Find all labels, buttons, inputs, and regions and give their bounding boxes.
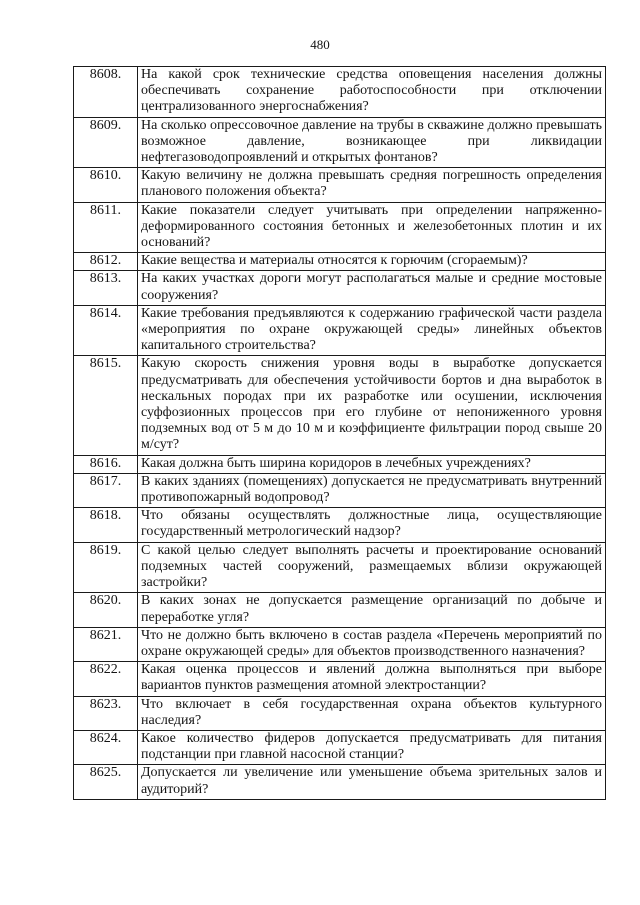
- question-text: Что обязаны осуществлять должностные лица, осуществляющие государственный метрологический надзор?: [138, 508, 606, 542]
- question-text: Какая должна быть ширина коридоров в лечебных учреждениях?: [138, 455, 606, 473]
- table-row: [74, 67, 606, 118]
- question-text: На каких участках дороги могут располагаться малые и средние мостовые сооружения?: [138, 271, 606, 305]
- question-text: На какой срок технические средства оповещения населения должны обеспечивать сохранение работоспособности при отключении централизованного энергоснабжения?: [138, 67, 606, 118]
- table-row: [74, 765, 606, 799]
- question-text: Какую скорость снижения уровня воды в выработке допускается предусматривать для обеспечения устойчивости бортов и дна выработок в нескальных породах при их разработке или осушении, исключения суффозионных процессов при его глубине от непониженного уровня подземных вод от 5 м до 10 м и коэффициенте фильтрации пород свыше 20 м/сут?: [138, 356, 606, 455]
- question-number: 8622.: [74, 662, 138, 696]
- question-text: Допускается ли увеличение или уменьшение объема зрительных залов и аудиторий?: [138, 765, 606, 799]
- question-text: На сколько опрессовочное давление на трубы в скважине должно превышать возможное давление, возникающее при ликвидации нефтегазоводопроявлений и открытых фонтанов?: [138, 117, 606, 168]
- table-row: [74, 696, 606, 730]
- page-number: 480: [310, 37, 330, 52]
- table-row: [74, 271, 606, 305]
- question-number: 8623.: [74, 696, 138, 730]
- table-row: [74, 730, 606, 764]
- question-text: Какую величину не должна превышать средняя погрешность определения планового положения объекта?: [138, 168, 606, 202]
- question-text: Что включает в себя государственная охрана объектов культурного наследия?: [138, 696, 606, 730]
- table-row: [74, 305, 606, 356]
- question-number: 8612.: [74, 253, 138, 271]
- question-number: 8619.: [74, 542, 138, 593]
- question-number: 8611.: [74, 202, 138, 253]
- questions-table-body: [74, 67, 606, 800]
- question-number: 8625.: [74, 765, 138, 799]
- table-row: [74, 202, 606, 253]
- table-row: [74, 455, 606, 473]
- question-text: Какое количество фидеров допускается предусматривать для питания подстанции при главной насосной станции?: [138, 730, 606, 764]
- question-number: 8624.: [74, 730, 138, 764]
- table-row: [74, 508, 606, 542]
- question-number: 8609.: [74, 117, 138, 168]
- table-row: [74, 117, 606, 168]
- table-row: [74, 473, 606, 507]
- question-text: Какая оценка процессов и явлений должна выполняться при выборе вариантов пунктов размещения атомной электростанции?: [138, 662, 606, 696]
- question-number: 8621.: [74, 627, 138, 661]
- question-number: 8608.: [74, 67, 138, 118]
- question-text: В каких зданиях (помещениях) допускается не предусматривать внутренний противопожарный водопровод?: [138, 473, 606, 507]
- question-text: С какой целью следует выполнять расчеты и проектирование оснований подземных частей сооружений, размещаемых вблизи окружающей застройки?: [138, 542, 606, 593]
- question-text: В каких зонах не допускается размещение организаций по добыче и переработке угля?: [138, 593, 606, 627]
- question-number: 8618.: [74, 508, 138, 542]
- question-text: Какие показатели следует учитывать при определении напряженно-деформированного состояния бетонных и железобетонных плотин и их оснований?: [138, 202, 606, 253]
- question-text: Что не должно быть включено в состав раздела «Перечень мероприятий по охране окружающей среды» для объектов производственного назначения?: [138, 627, 606, 661]
- question-number: 8610.: [74, 168, 138, 202]
- question-text: Какие требования предъявляются к содержанию графической части раздела «мероприятия по охране окружающей среды» линейных объектов капитального строительства?: [138, 305, 606, 356]
- table-row: [74, 593, 606, 627]
- question-text: Какие вещества и материалы относятся к горючим (сгораемым)?: [138, 253, 606, 271]
- question-number: 8614.: [74, 305, 138, 356]
- table-row: [74, 662, 606, 696]
- table-row: [74, 542, 606, 593]
- question-number: 8616.: [74, 455, 138, 473]
- table-row: [74, 253, 606, 271]
- question-number: 8615.: [74, 356, 138, 455]
- question-number: 8613.: [74, 271, 138, 305]
- question-number: 8617.: [74, 473, 138, 507]
- table-row: [74, 168, 606, 202]
- question-number: 8620.: [74, 593, 138, 627]
- questions-table: [73, 66, 606, 800]
- table-row: [74, 627, 606, 661]
- table-row: [74, 356, 606, 455]
